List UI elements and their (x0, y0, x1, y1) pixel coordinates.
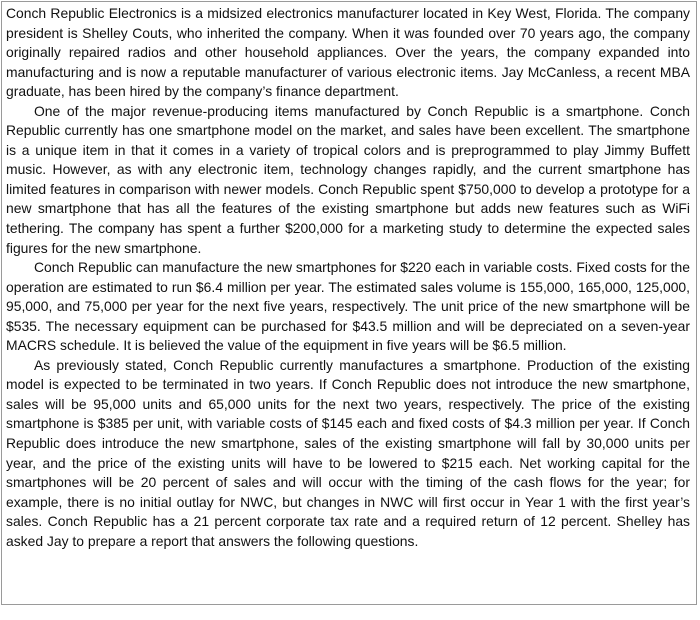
paragraph-existing-smartphone: As previously stated, Conch Republic currently manufactures a smartphone. Production of the existing model is expected to be terminated in two years. If Conch Republic does not introduce the new smartphone, sales will be 95,000 units and 65,000 units for the next two years, respectively. The price of the existing smartphone is $385 per unit, with variable costs of $145 each and fixed costs of $4.3 million per year. If Conch Republic does introduce the new smartphone, sales of the existing smartphone will fall by 30,000 units per year, and the price of the existing units will have to be lowered to $215 each. Net working capital for the smartphones will be 20 percent of sales and will occur with the timing of the cash flows for the year; for example, there is no initial outlay for NWC, but changes in NWC will first occur in Year 1 with the first year’s sales. Conch Republic has a 21 percent corporate tax rate and a required return of 12 percent. Shelley has asked Jay to prepare a report that answers the following questions. (6, 356, 690, 549)
paragraph-new-smartphone-costs: Conch Republic can manufacture the new smartphones for $220 each in variable costs. Fixed costs for the operation are estimated to run $6.4 million per year. The estimated sales volume is 155,000, 165,000, 125,000, 95,000, and 75,000 per year for the next five years, respectively. The unit price of the new smartphone will be $535. The necessary equipment can be purchased for $43.5 million and will be depreciated on a seven-year MACRS schedule. It is believed the value of the equipment in five years will be $6.5 million. (6, 259, 690, 354)
case-study-text-frame (1, 1, 697, 605)
paragraph-smartphone-product: One of the major revenue-producing items manufactured by Conch Republic is a smartphone. Conch Republic currently has one smartphone model on the market, and sales have been excellent. The smartphone is a unique item in that it comes in a variety of tropical colors and is preprogrammed to play Jimmy Buffett music. However, as with any electronic item, technology changes rapidly, and the current smartphone has limited features in comparison with newer models. Conch Republic spent $750,000 to develop a prototype for a new smartphone that has all the features of the existing smartphone but adds new features such as WiFi tethering. The company has spent a further $200,000 for a marketing study to determine the expected sales figures for the new smartphone. (6, 102, 690, 256)
case-study-body (6, 4, 690, 551)
paragraph-company-background: Conch Republic Electronics is a midsized electronics manufacturer located in Key West, Florida. The company president is Shelley Couts, who inherited the company. When it was founded over 70 years ago, the company originally repaired radios and other household appliances. Over the years, the company expanded into manufacturing and is now a reputable manufacturer of various electronic items. Jay McCanless, a recent MBA graduate, has been hired by the company’s finance department. (6, 5, 690, 100)
